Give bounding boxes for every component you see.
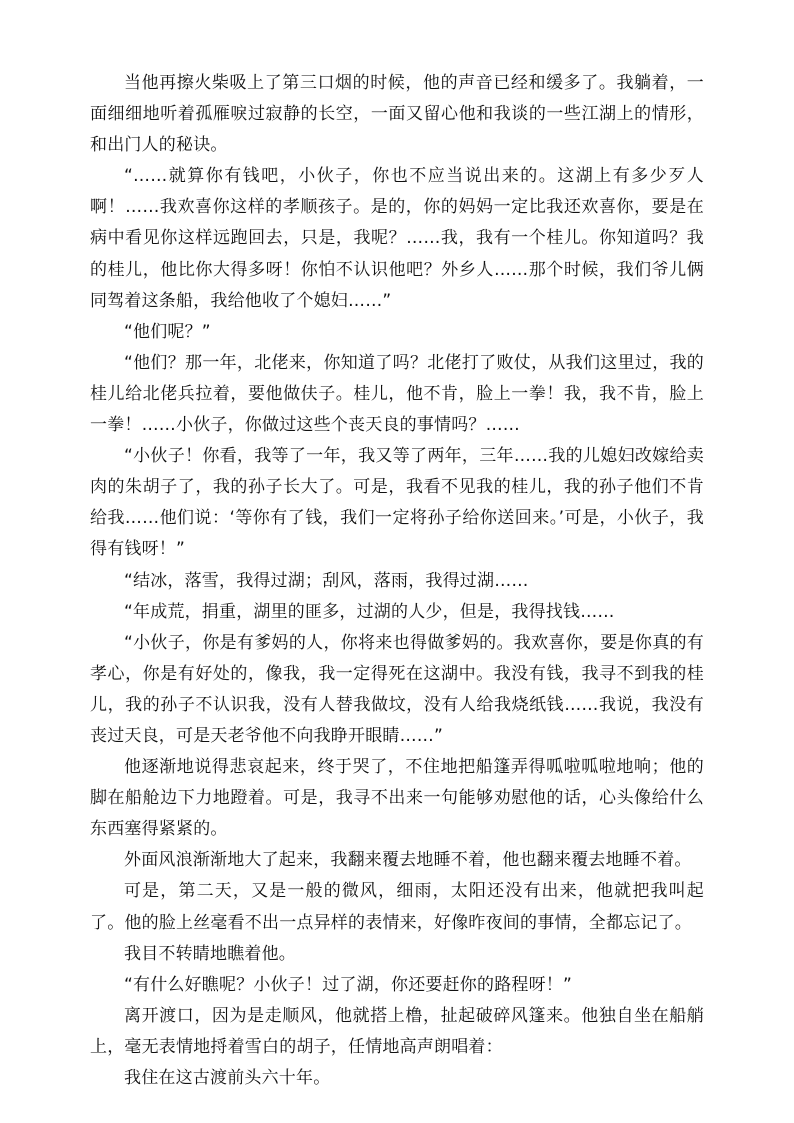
paragraph: “他们？那一年，北佬来，你知道了吗？北佬打了败仗，从我们这里过，我的桂儿给北佬兵拉着，要他做伕子。桂儿，他不肯，脸上一拳！我，我不肯，脸上一拳！……小伙子，你做过这些个丧天良的事情吗？……	[90, 352, 704, 436]
document-body	[90, 68, 704, 1094]
paragraph: “小伙子！你看，我等了一年，我又等了两年，三年……我的儿媳妇改嫁给卖肉的朱胡子了，我的孙子长大了。可是，我看不见我的桂儿，我的孙子他们不肯给我……他们说：‘等你有了钱，我们一定将孙子给你送回来。’可是，小伙子，我得有钱呀！”	[90, 446, 704, 560]
paragraph: 当他再擦火柴吸上了第三口烟的时候，他的声音已经和缓多了。我躺着，一面细细地听着孤雁唳过寂静的长空，一面又留心他和我谈的一些江湖上的情形，和出门人的秘诀。	[90, 73, 704, 156]
paragraph: “有什么好瞧呢？小伙子！过了湖，你还要赶你的路程呀！”	[124, 974, 573, 995]
paragraph: “他们呢？”	[124, 321, 211, 342]
paragraph: 我住在这古渡前头六十年。	[124, 1068, 331, 1088]
paragraph: “小伙子，你是有爹妈的人，你将来也得做爹妈的。我欢喜你，要是你真的有孝心，你是有好处的，像我，我一定得死在这湖中。我没有钱，我寻不到我的桂儿，我的孙子不认识我，没有人替我做坟，没有人给我烧纸钱……我说，我没有丧过天良，可是天老爷他不向我睁开眼睛……”	[90, 632, 704, 746]
paragraph: 外面风浪渐渐地大了起来，我翻来覆去地睡不着，他也翻来覆去地睡不着。	[124, 850, 692, 871]
paragraph: 我目不转睛地瞧着他。	[124, 943, 296, 964]
paragraph: 他逐渐地说得悲哀起来，终于哭了，不住地把船篷弄得呱啦呱啦地响；他的脚在船舱边下力地蹬着。可是，我寻不出来一句能够劝慰他的话，心头像给什么东西塞得紧紧的。	[90, 757, 704, 840]
paragraph: “结冰，落雪，我得过湖；刮风，落雨，我得过湖……	[124, 570, 529, 591]
paragraph: 离开渡口，因为是走顺风，他就搭上橹，扯起破碎风篷来。他独自坐在船艄上，毫无表情地捋着雪白的胡子，任情地高声朗唱着：	[90, 1005, 704, 1057]
paragraph: “……就算你有钱吧，小伙子，你也不应当说出来的。这湖上有多少歹人啊！……我欢喜你这样的孝顺孩子。是的，你的妈妈一定比我还欢喜你，要是在病中看见你这样远跑回去，只是，我呢？……我，我有一个桂儿。你知道吗？我的桂儿，他比你大得多呀！你怕不认识他吧？外乡人……那个时候，我们爷儿俩同驾着这条船，我给他收了个媳妇……”	[90, 166, 704, 311]
paragraph: 可是，第二天，又是一般的微风，细雨，太阳还没有出来，他就把我叫起了。他的脸上丝毫看不出一点异样的表情来，好像昨夜间的事情，全都忘记了。	[90, 881, 704, 933]
paragraph: “年成荒，捐重，湖里的匪多，过湖的人少，但是，我得找钱……	[124, 601, 615, 622]
